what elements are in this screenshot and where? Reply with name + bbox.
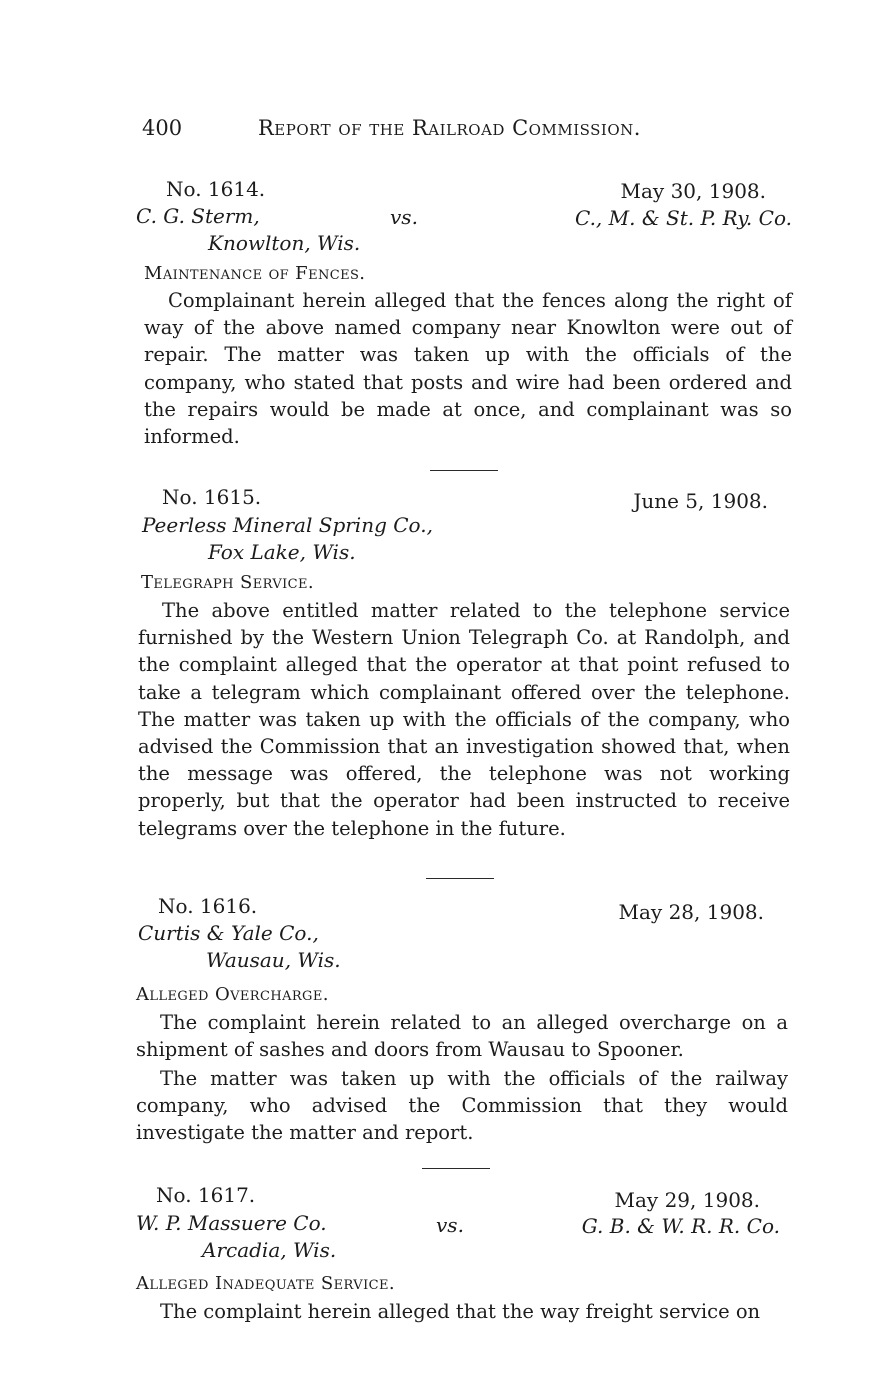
case-date: May 29, 1908. [614,1188,760,1212]
case-heading: Alleged Overcharge. [136,984,329,1005]
complainant-location: Knowlton, Wis. [208,231,361,255]
case-paragraph: The matter was taken up with the officials of the railway company, who advised the Commission that they would investigate the matter and report. [136,1067,788,1145]
case-number: No. 1614. [166,177,266,201]
case-date: May 28, 1908. [618,900,764,924]
case-number: No. 1616. [158,894,258,918]
case-heading: Telegraph Service. [141,572,315,593]
section-divider [426,878,494,879]
case-1617 [136,1182,792,1342]
complainant: C. G. Sterm, [136,204,260,228]
case-number: No. 1617. [156,1183,256,1207]
complainant-location: Arcadia, Wis. [202,1238,337,1262]
case-date: June 5, 1908. [633,489,768,513]
page-header [142,116,702,146]
case-paragraph: The complaint herein related to an alleged overcharge on a shipment of sashes and doors from Wausau to Spooner. [136,1011,788,1062]
respondent: G. B. & W. R. R. Co. [581,1214,780,1238]
case-heading: Alleged Inadequate Service. [136,1273,395,1294]
complainant: Curtis & Yale Co., [138,921,319,945]
case-paragraph: The complaint herein alleged that the way freight service on [160,1300,761,1323]
section-divider [422,1168,490,1169]
case-1614 [136,176,792,456]
page-number: 400 [142,116,183,140]
complainant-location: Wausau, Wis. [206,948,341,972]
versus: vs. [390,205,418,229]
running-title: Report of the Railroad Commission. [258,116,641,140]
case-1615 [136,484,792,864]
complainant: W. P. Massuere Co. [136,1211,327,1235]
case-1616 [136,893,792,1153]
case-date: May 30, 1908. [620,179,766,203]
case-paragraph: The above entitled matter related to the telephone service furnished by the Western Union Telegraph Co. at Randolph, and the complaint alleged that the operator at that point refused to take a telegram which complainant offered over the telephone. The matter was taken up with the officials of the company, who advised the Commission that an investigation showed that, when the message was offered, the telephone was not working properly, but that the operator had been instructed to receive telegrams over the telephone in the future. [138,599,790,840]
complainant-location: Fox Lake, Wis. [208,540,356,564]
respondent: C., M. & St. P. Ry. Co. [574,206,792,230]
case-paragraph: Complainant herein alleged that the fences along the right of way of the above named company near Knowlton were out of repair. The matter was taken up with the officials of the company, who stated that posts and wire had been ordered and the repairs would be made at once, and complainant was so informed. [144,289,792,449]
versus: vs. [436,1213,464,1237]
section-divider [430,470,498,471]
complainant: Peerless Mineral Spring Co., [142,513,433,537]
case-number: No. 1615. [162,485,262,509]
case-heading: Maintenance of Fences. [144,263,366,284]
